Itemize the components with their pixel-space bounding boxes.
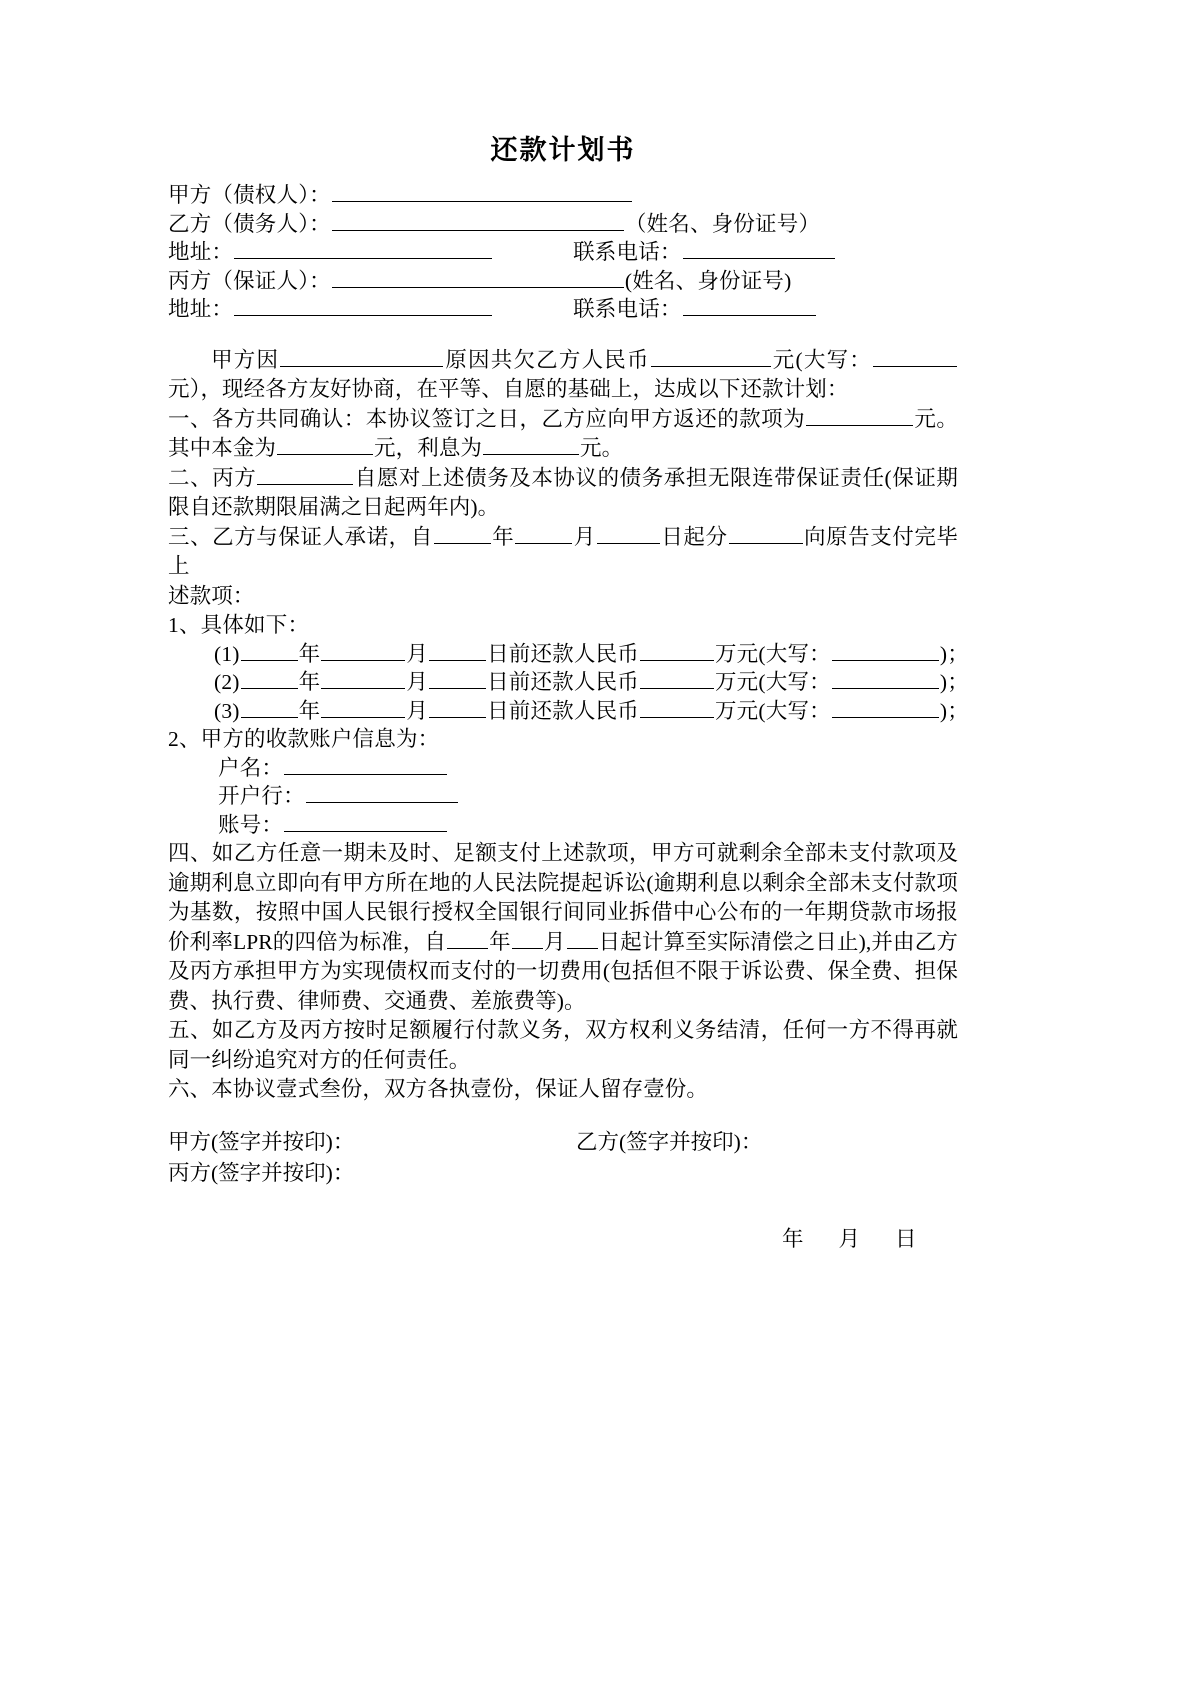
schedule-row-2: [168, 668, 969, 697]
clause-one-seg1: 一、各方共同确认：本协议签订之日，乙方应向甲方返还的款项为: [168, 406, 806, 431]
signature-party-c[interactable]: 丙方(签字并按印)：: [168, 1160, 355, 1185]
preamble-reason-input[interactable]: [280, 348, 443, 367]
clause-two-seg2: 自愿对上述债务及本协议的债务承担无限连带保证责任(保证期: [354, 465, 958, 490]
phone-label-2: 联系电话：: [573, 297, 682, 321]
clause-three: [168, 523, 958, 612]
spacer-signatures: [168, 1105, 958, 1127]
schedule-row-1: [168, 640, 969, 669]
clause-three-seg6: 述款项：: [168, 583, 255, 608]
schedule-2-month-input[interactable]: [321, 670, 405, 689]
schedule-3-tail: )；: [939, 698, 969, 723]
clause-three-seg2: 年: [491, 524, 515, 549]
clause-four-seg4: 日起计算至实际清偿之日止),并由乙方及丙方承担甲方为实现债权而支付的一切费用(包括但不限于诉讼费、保全费、担保费、执行费、律师费、交通费、差旅费等)。: [168, 929, 958, 1013]
party-c-row: [168, 267, 958, 296]
schedule-3-words-input[interactable]: [832, 699, 939, 718]
schedule-2-day-label: 日前还款人民币: [487, 670, 639, 694]
party-b-input[interactable]: [332, 212, 624, 231]
clause-three-month-input[interactable]: [515, 525, 572, 544]
schedule-heading: 1、具体如下：: [168, 613, 310, 637]
clause-one: [168, 405, 958, 464]
clause-one-seg4: 元，利息为: [374, 436, 483, 460]
schedule-1-month-input[interactable]: [321, 642, 405, 661]
date-day-label: 日: [895, 1226, 918, 1251]
clause-one-seg3: 其中本金为: [168, 436, 277, 460]
schedule-row-3: [168, 697, 969, 726]
party-b-note: （姓名、身份证号）: [624, 211, 821, 236]
party-a-row: [168, 181, 958, 210]
account-row-name: [168, 754, 958, 783]
party-c-address-input[interactable]: [234, 297, 492, 316]
account-row-number: [168, 811, 958, 840]
clause-two: [168, 464, 958, 523]
schedule-2-unit: 万元(大写：: [714, 670, 831, 694]
schedule-3-amount-input[interactable]: [640, 699, 714, 718]
schedule-2-day-input[interactable]: [429, 670, 486, 689]
clause-three-seg5: 向原告支付完毕上: [168, 524, 958, 578]
clause-one-seg2: 元。: [914, 406, 958, 431]
schedule-1-year-input[interactable]: [241, 642, 298, 661]
clause-three-day-input[interactable]: [597, 525, 660, 544]
clause-three-seg1: 三、乙方与保证人承诺，自: [168, 524, 433, 549]
account-row-bank: [168, 782, 958, 811]
date-month-label: 月: [838, 1226, 862, 1251]
address-label-2: 地址：: [168, 297, 234, 321]
preamble-seg1: 甲方因: [210, 347, 280, 372]
party-c-phone-input[interactable]: [683, 297, 816, 316]
clause-four: [168, 839, 958, 1016]
schedule-1-year-label: 年: [298, 641, 321, 666]
account-name-input[interactable]: [284, 756, 447, 775]
clause-four-seg2: 年: [489, 929, 511, 954]
schedule-1-day-input[interactable]: [429, 642, 486, 661]
schedule-2-year-label: 年: [298, 670, 321, 694]
clause-four-year-input[interactable]: [447, 930, 488, 949]
account-bank-input[interactable]: [306, 784, 458, 803]
clause-three-seg4: 日起分: [660, 524, 728, 549]
clause-four-month-input[interactable]: [512, 930, 543, 949]
preamble-seg5: ），现经各方友好协商，在平等、自愿的基础上，达成以下还款计划：: [189, 377, 849, 401]
schedule-2-year-input[interactable]: [241, 670, 298, 689]
party-a-input[interactable]: [332, 183, 632, 202]
account-heading: 2、甲方的收款账户信息为：: [168, 727, 440, 751]
document-body: [168, 128, 969, 1253]
schedule-2-no: (2): [214, 670, 240, 694]
clause-two-seg3: 限自还款期限届满之日起两年内)。: [168, 495, 500, 519]
schedule-2-month-label: 月: [406, 670, 429, 694]
clause-four-seg1: 四、如乙方任意一期未及时、足额支付上述款项，甲方可就剩余全部未支付款项及逾期利息立即向有甲方所在地的人民法院提起诉讼(逾期利息以剩余全部未支付款项为基数，按照中国人民银行授权全国银行间同业拆借中心公布的一年期贷款市场报价利率LPR的四倍为标准，自: [168, 841, 958, 954]
clause-one-seg5: 元。: [580, 436, 624, 460]
clause-four-day-input[interactable]: [567, 930, 598, 949]
signature-party-b[interactable]: 乙方(签字并按印)：: [576, 1129, 763, 1154]
preamble-seg3: 元(大写：: [771, 347, 872, 372]
schedule-1-unit: 万元(大写：: [714, 641, 831, 666]
schedule-3-day-label: 日前还款人民币: [487, 698, 639, 723]
party-b-label: 乙方（债务人）：: [168, 211, 331, 236]
spacer: [168, 324, 958, 346]
schedule-1-words-input[interactable]: [832, 642, 939, 661]
party-c-note: (姓名、身份证号): [624, 268, 792, 293]
party-b-address-input[interactable]: [234, 240, 492, 259]
party-b-address-row: [168, 238, 958, 267]
schedule-2-tail: )；: [939, 670, 969, 694]
schedule-1-day-label: 日前还款人民币: [487, 641, 639, 666]
clause-six: 六、本协议壹式叁份，双方各执壹份，保证人留存壹份。: [168, 1077, 709, 1101]
party-b-phone-input[interactable]: [683, 240, 835, 259]
signature-party-a[interactable]: 甲方(签字并按印)：: [168, 1129, 355, 1154]
account-name-label: 户名：: [218, 755, 284, 780]
clause-three-year-input[interactable]: [434, 525, 491, 544]
schedule-2-words-input[interactable]: [832, 670, 939, 689]
clause-two-guarantor-input[interactable]: [257, 466, 353, 485]
page-title: 还款计划书: [490, 135, 636, 165]
clause-three-seg3: 月: [573, 524, 596, 549]
schedule-3-month-input[interactable]: [321, 699, 405, 718]
party-b-row: [168, 210, 958, 239]
account-bank-label: 开户行：: [218, 784, 305, 808]
clause-five: 五、如乙方及丙方按时足额履行付款义务，双方权利义务结清，任何一方不得再就同一纠纷追究对方的任何责任。: [168, 1018, 958, 1072]
clause-two-seg1: 二、丙方: [168, 465, 257, 490]
clause-three-installments-input[interactable]: [729, 525, 803, 544]
clause-four-seg3: 月: [543, 929, 566, 954]
schedule-3-year-label: 年: [298, 698, 321, 723]
clause-one-total-input[interactable]: [806, 407, 913, 426]
schedule-3-month-label: 月: [406, 698, 429, 723]
preamble-seg4: 元: [168, 377, 190, 401]
schedule-3-no: (3): [214, 698, 240, 723]
party-a-label: 甲方（债权人）：: [168, 183, 331, 207]
schedule-1-amount-input[interactable]: [640, 642, 714, 661]
schedule-1-month-label: 月: [406, 641, 429, 666]
signature-row-top: [168, 1127, 958, 1158]
clause-one-interest-input[interactable]: [483, 436, 579, 455]
schedule-3-day-input[interactable]: [429, 699, 486, 718]
date-year-label: 年: [782, 1226, 805, 1251]
schedule-1-no: (1): [214, 641, 240, 666]
clause-one-principal-input[interactable]: [277, 436, 373, 455]
address-label-1: 地址：: [168, 240, 234, 264]
schedule-1-tail: )；: [939, 641, 969, 666]
phone-label-1: 联系电话：: [573, 240, 682, 264]
preamble-amount-input[interactable]: [651, 348, 771, 367]
party-c-label: 丙方（保证人）：: [168, 268, 331, 293]
party-c-address-row: [168, 295, 958, 324]
preamble-paragraph: [168, 346, 958, 405]
schedule-2-amount-input[interactable]: [640, 670, 714, 689]
schedule-3-year-input[interactable]: [241, 699, 298, 718]
account-number-label: 账号：: [218, 812, 284, 837]
party-c-input[interactable]: [332, 269, 624, 288]
signature-row-bottom: [168, 1158, 958, 1189]
preamble-amount-words-input[interactable]: [873, 348, 957, 367]
preamble-seg2: 原因共欠乙方人民币: [444, 347, 650, 372]
schedule-3-unit: 万元(大写：: [714, 698, 831, 723]
date-line: [168, 1222, 958, 1253]
account-number-input[interactable]: [284, 813, 447, 832]
